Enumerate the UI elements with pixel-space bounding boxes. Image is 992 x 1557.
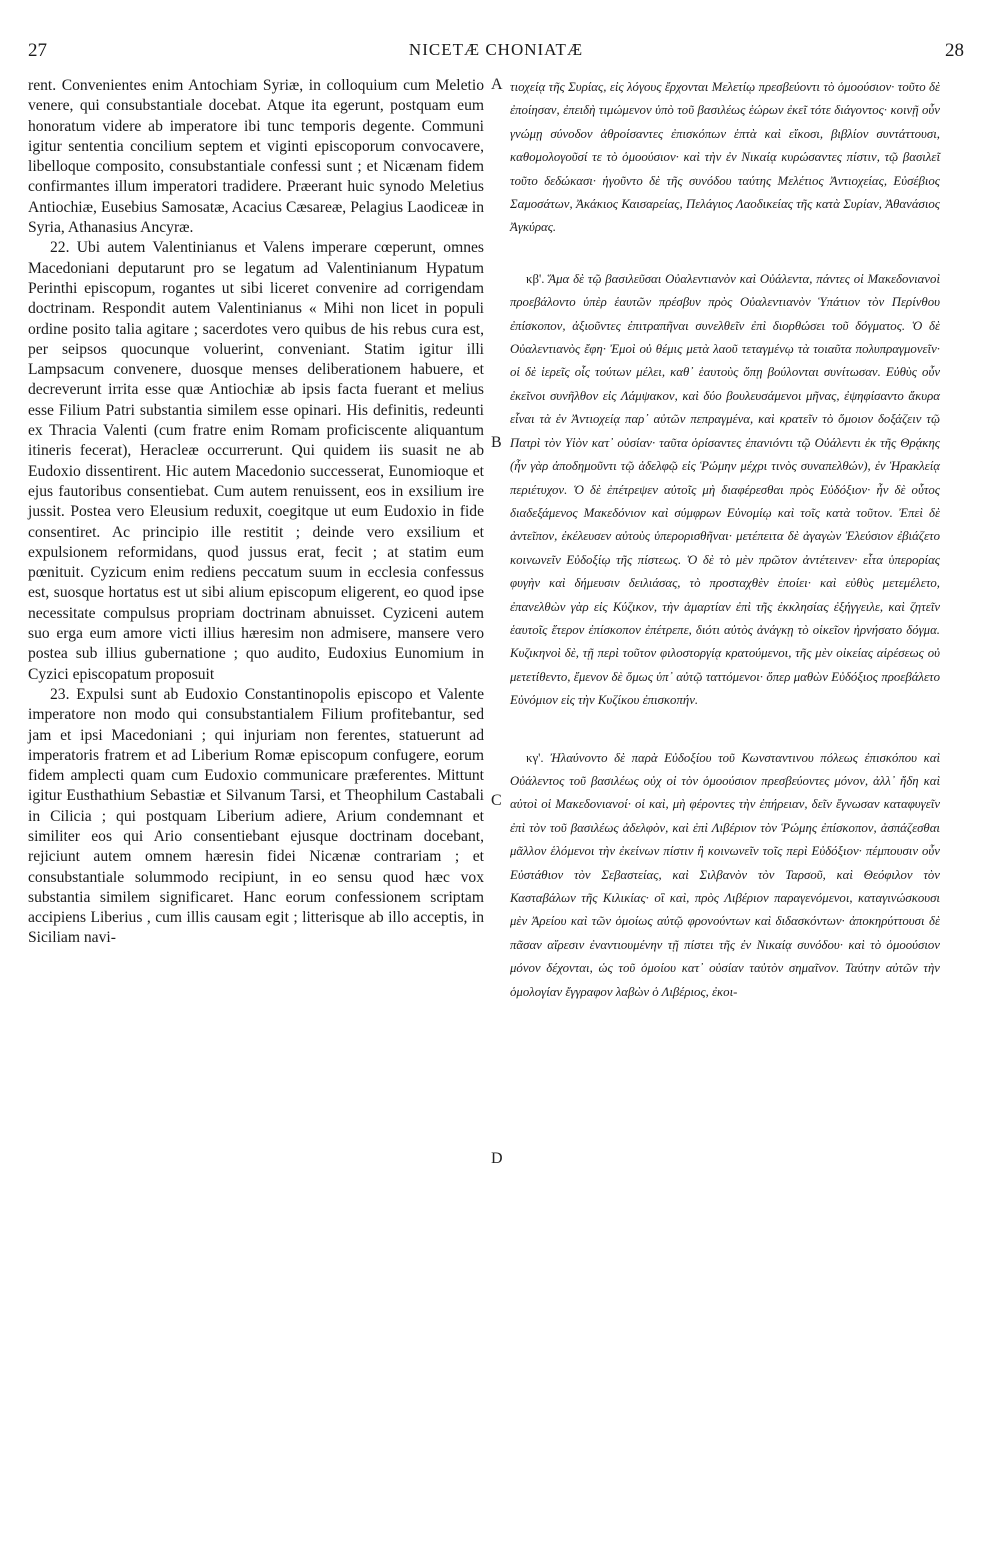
latin-paragraph-21: rent. Convenientes enim Antochiam Syriæ, in colloquium cum Meletio venere, qui consubstantiale docebat. Atque ita egerunt, postquam eum honoratum videre ab imperatore ibi tunc temporis degente. Communi igitur sententia concilium septem et viginti episcoporum convocavere, libelloque composito, consubstantiale confessi sunt ; et Nicænam fidem confirmantes illum imperatori tradidere. Præerant huic synodo Meletius Antiochiæ, Eusebius Samosatæ, Acacius Cæsareæ, Pelagius Laodiceæ in Syria, Athanasius Ancyræ.	[28, 77, 484, 237]
margin-letter-a: A	[491, 76, 503, 93]
latin-paragraph-23: 23. Expulsi sunt ab Eudoxio Constantinopolis episcopo et Valente imperatore non modo qui consubstantialem Filium profitebantur, sed jam et ipsi Macedoniani ; qui injuriam non ferentes, statuerunt ad imperatoris fratrem et ad Liberium Romæ episcopum confugere, eorum fidem amplecti quam cum Eudoxio communicare præferentes. Mittunt igitur Eusthathium Sebastiæ et Silvanum Tarsi, et Theophilum Castabali in Cilicia ; qui postquam Liberium adiere, Arium condemnant et similiter eos qui Ario consentiebant ejusque doctrinam docebant, rejiciunt autem omnem hæresin fidei Nicænæ contrariam ; et consubstantiale solummodo recipiunt, in eo sensu quod hæc vox substantia similem significaret. Hanc eorum confessionem scriptam accipiens Liberius , cum illis causam egit ; litterisque ab illo acceptis, in Siciliam navi-	[28, 685, 484, 947]
page-number-right: 28	[945, 40, 964, 61]
running-header	[28, 40, 964, 70]
section-number-23: κγ'.	[526, 750, 544, 765]
margin-letter-d: D	[491, 1150, 503, 1167]
greek-paragraph-22	[510, 268, 940, 713]
greek-column	[510, 76, 940, 1004]
latin-paragraph-22: 22. Ubi autem Valentinianus et Valens imperare cœperunt, omnes Macedoniani deputarunt pro se legatum ad Valentinianum Hypatum Perinthi episcopum, rogantes ut sibi liceret convenire ad corrigendam doctrinam. Respondit autem Valentinianus « Mihi non licet in populi ordine posito talia agitare ; sacerdotes vero quibus de his rebus cura est, per seipsos quocunque voluerint, conveniant. Statim igitur illi Lampsacum convenere, duosque menses deliberationem habuere, et decreverunt irrita esse quæ Antiochiæ ab ipsis facta fuerant et melius esse Filium Patri substantia similem esse opinari. His definitis, redeunti ex Thracia Valenti (cum fratre enim Romam proficiscente aliquantum itineris fecerat), Heracleæ occurrerunt. Qui quidem iis suasit ne ab Eudoxio dissentirent. Hic autem Macedonio successerat, Eunomioque et ejus fautoribus consentiebat. Cum autem renuissent, eos in exsilium ire jussit. Postea vero Eleusium reduxit, coegitque ut eum Eudoxio in fide consentiret. Ac principio ille restitit ; deinde vero exsilium et expulsionem reformidans, quod jussus erat, fecit ; at statim eum pœnituit. Cyzicum enim rediens peccatum suum in ecclesia confessus est, suosque hortatus est ut sibi alium episcopum eligerent, eo quod ipse necessitate compulsus propriam doctrinam abnuisset. Cyziceni autem suo erga eum amore victi illius hæresim non admisere, mansere vero postea sub illius gubernatione ; quo audito, Eudoxius Eunomium in Cyzici episcopatum proposuit	[28, 239, 484, 683]
latin-column	[28, 76, 484, 949]
margin-letter-c: C	[491, 792, 502, 809]
margin-letter-b: B	[491, 434, 502, 451]
greek-paragraph-22-text: Ἅμα δὲ τῷ βασιλεῦσαι Οὐαλεντιανὸν καὶ Οὐάλεντα, πάντες οἱ Μακεδονιανοὶ προεβάλοντο ὑπὲρ ἑαυτῶν πρέσβυν πρὸς Οὐαλεντιανὸν Ὑπάτιον τὸν Περίνθου ἐπίσκοπον, ἀξιοῦντες ἐπιτραπῆναι συνελθεῖν ἐπὶ διορθώσει τοῦ δόγματος. Ὁ δὲ Οὐαλεντιανὸς ἔφη· Ἐμοὶ οὐ θέμις μετὰ λαοῦ τεταγμένῳ τὰ τοιαῦτα πολυπραγμονεῖν· οἱ δὲ ἱερεῖς οἷς τούτων μέλει, καθ᾽ ἑαυτοὺς ὅπῃ βούλονται συνίτωσαν. Εὐθὺς οὖν ἐκεῖνοι συνῆλθον εἰς Λάμψακον, καὶ δύο βουλευσάμενοι μῆνας, ἐψηφίσαντο ἄκυρα εἶναι τὰ ἐν Ἀντιοχείᾳ παρ᾽ αὐτῶν πεπραγμένα, καὶ κρατεῖν τὸ ὅμοιον δοξάζειν τῷ Πατρὶ τὸν Υἱὸν κατ᾽ οὐσίαν· ταῦτα ὁρίσαντες ἐπανιόντι τῷ Οὐάλεντι ἐκ τῆς Θρᾴκης (ἦν γὰρ ἀποδημοῦντι τῷ ἀδελφῷ εἰς Ῥώμην μέχρι τινὸς συναπελθών), ἐν Ἡρακλείᾳ περιέτυχον. Ὁ δὲ ἐπέτρεψεν αὐτοῖς μὴ διαφέρεσθαι πρὸς Εὐδόξιον· ἦν δὲ οὗτος διαδεξάμενος Μακεδόνιον καὶ σύμφρων Εὐνομίῳ καὶ τοῖς κατὰ τοῦτον. Ἐπεὶ δὲ ἀντεῖπον, ἐκέλευσεν αὐτοὺς ὑπερορισθῆναι· μετέπειτα δὲ ἀγαγὼν Ἐλεύσιον ἐβιάζετο κοινωνεῖν Εὐδοξίῳ τῆς πίστεως. Ὁ δὲ τὸ μὲν πρῶτον ἀντέτεινεν· εἶτα ὑπερορίας φυγὴν καὶ δήμευσιν δειλιάσας, τὸ προσταχθὲν ἐποίει· καὶ εὐθὺς μετεμέλετο, ἐπανελθὼν γὰρ εἰς Κύζικον, τὴν ἁμαρτίαν ἐπὶ τῆς ἐκκλησίας ἐξήγγειλε, καὶ ζητεῖν ἑαυτοῖς ἕτερον ἐπίσκοπον ἐπέτρεπε, διότι αὐτὸς ἀνάγκῃ τὸ οἰκεῖον ἠρνήσατο δόγμα. Κυζικηνοὶ δὲ, τῇ περὶ τοῦτον φιλοστοργίᾳ κρατούμενοι, τῆς μὲν οἰκείας αἱρέσεως οὐ μετετίθεντο, ἔμενον δὲ ὅμως ὑπ᾽ αὐτῷ ταττόμενοι· ὅπερ μαθὼν Εὐδόξιος προεβάλετο Εὐνόμιον εἰς τὴν Κυζίκου ἐπισκοπήν.	[510, 271, 940, 708]
running-title: NICETÆ CHONIATÆ	[408, 40, 584, 59]
section-number-22: κβ'.	[526, 271, 545, 286]
greek-paragraph-21: τιοχείᾳ τῆς Συρίας, εἰς λόγους ἔρχονται Μελετίῳ πρεσβεύοντι τὸ ὁμοούσιον· τοῦτο δὲ ἐποίησαν, ἐπειδὴ τιμώμενον ὑπὸ τοῦ βασιλέως ἑώρων ἐκεῖ τότε διάγοντος· κοινῇ οὖν γνώμῃ σύνοδον ἀθροίσαντες ἐπισκόπων ἑπτὰ καὶ εἴκοσι, βιβλίον συντάττουσι, καθομολογοῦσί τε τὸ ὁμοούσιον· καὶ τὴν ἐν Νικαίᾳ κυρώσαντες πίστιν, τῷ βασιλεῖ τοῦτο δεδώκασι· ἡγοῦντο δὲ τῆς συνόδου ταύτης Μελέτιος Ἀντιοχείας, Εὐσέβιος Σαμοσάτων, Ἀκάκιος Καισαρείας, Πελάγιος Λαοδικείας τῆς κατὰ Συρίαν, Ἀθανάσιος Ἀγκύρας.	[510, 80, 940, 235]
greek-paragraph-23	[510, 747, 940, 1004]
page-number-left: 27	[28, 40, 47, 61]
greek-paragraph-23-text: Ἠλαύνοντο δὲ παρὰ Εὐδοξίου τοῦ Κωνσταντινου πόλεως ἐπισκόπου καὶ Οὐάλεντος τοῦ βασιλέως οὐχ οἱ τὸν ὁμοούσιον πρεσβεύοντες μόνον, ἀλλ᾽ ἤδη καὶ αὐτοὶ οἱ Μακεδονιανοί· οἱ καὶ, μὴ φέροντες τὴν ἐπήρειαν, δεῖν ἔγνωσαν καταφυγεῖν ἐπὶ τὸν τοῦ βασιλέως ἀδελφὸν, καὶ ἐπὶ Λιβέριον τὸν Ῥώμης ἐπίσκοπον, ἀσπάζεσθαι μᾶλλον ἑλόμενοι τὴν ἐκείνων πίστιν ἢ κοινωνεῖν τοῖς περὶ Εὐδόξιον· πέμπουσιν οὖν Εὐστάθιον τὸν Σεβαστείας, καὶ Σιλβανὸν τὸν Ταρσοῦ, καὶ Θεόφιλον τὸν Κασταβάλων τῆς Κιλικίας· οἳ καὶ, πρὸς Λιβέριον παραγενόμενοι, καταγινώσκουσι μὲν Ἀρείου καὶ τῶν ὁμοίως αὐτῷ φρονούντων καὶ διδασκόντων· ἀποκηρύττουσι δὲ πᾶσαν αἵρεσιν ἐναντιουμένην τῇ πίστει τῆς ἐν Νικαίᾳ συνόδου· καὶ τὸ ὁμοούσιον μόνον δέχονται, ὡς τοῦ ὁμοίου κατ᾽ οὐσίαν ταὐτὸν σημαῖνον. Ταύτην αὐτῶν τὴν ὁμολογίαν ἔγγραφον λαβὼν ὁ Λιβέριος, ἐκοι-	[510, 750, 941, 999]
